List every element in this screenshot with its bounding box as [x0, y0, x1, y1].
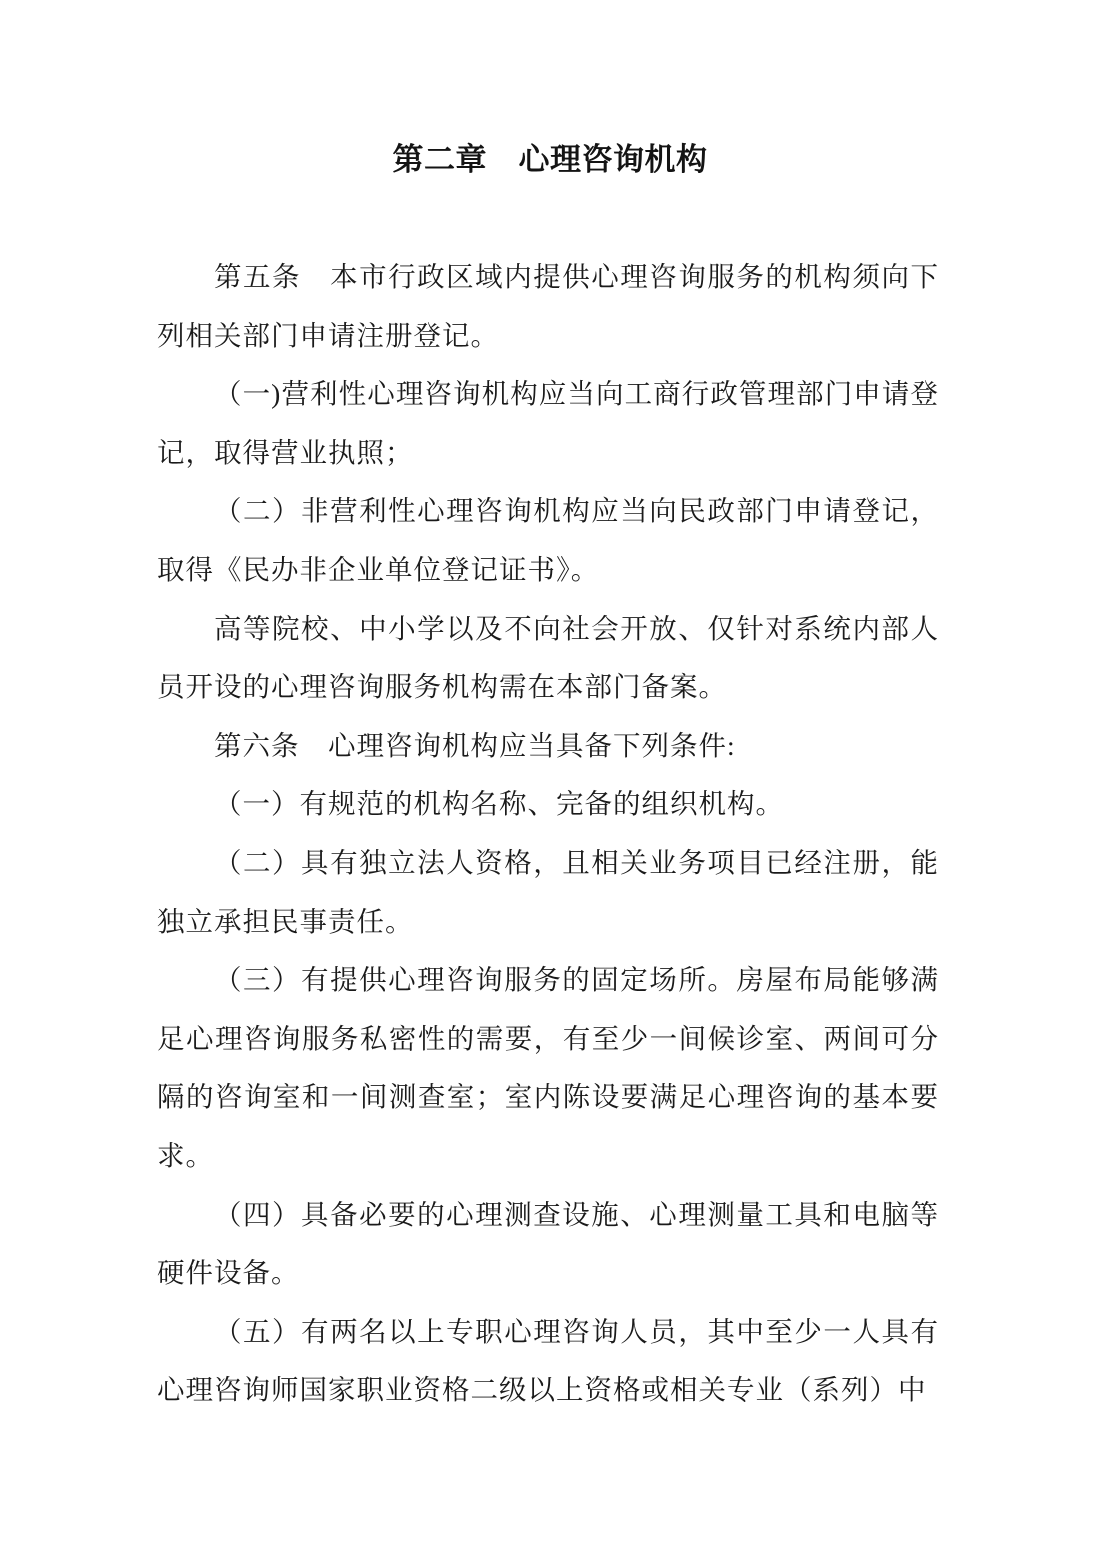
paragraph-article-5: 第五条 本市行政区域内提供心理咨询服务的机构须向下列相关部门申请注册登记。	[157, 261, 939, 351]
paragraph-article-5-item-2: （二）非营利性心理咨询机构应当向民政部门申请登记，取得《民办非企业单位登记证书》。	[157, 495, 939, 585]
paragraph-article-6-item-4: （四）具备必要的心理测查设施、心理测量工具和电脑等硬件设备。	[157, 1198, 939, 1289]
document-body	[157, 248, 939, 1420]
chapter-title: 第二章 心理咨询机构	[392, 142, 708, 177]
paragraph-article-6-item-3: （三）有提供心理咨询服务的固定场所。房屋布局能够满足心理咨询服务私密性的需要，有至少一间候诊室、两间可分隔的咨询室和一间测查室；室内陈设要满足心理咨询的基本要求。	[157, 964, 939, 1171]
paragraph-article-6-item-5: （五）有两名以上专职心理咨询人员，其中至少一人具有心理咨询师国家职业资格二级以上资格或相关专业（系列）中	[157, 1315, 939, 1406]
paragraph-article-6-item-2: （二）具有独立法人资格，且相关业务项目已经注册，能独立承担民事责任。	[157, 846, 939, 937]
paragraph-article-5-item-1: （一)营利性心理咨询机构应当向工商行政管理部门申请登记，取得营业执照；	[157, 378, 939, 468]
paragraph-article-6: 第六条 心理咨询机构应当具备下列条件:	[214, 729, 736, 761]
paragraph-article-6-item-1: （一）有规范的机构名称、完备的组织机构。	[214, 788, 784, 820]
paragraph-article-5-filing-note: 高等院校、中小学以及不向社会开放、仅针对系统内部人员开设的心理咨询服务机构需在本部门备案。	[157, 612, 939, 703]
